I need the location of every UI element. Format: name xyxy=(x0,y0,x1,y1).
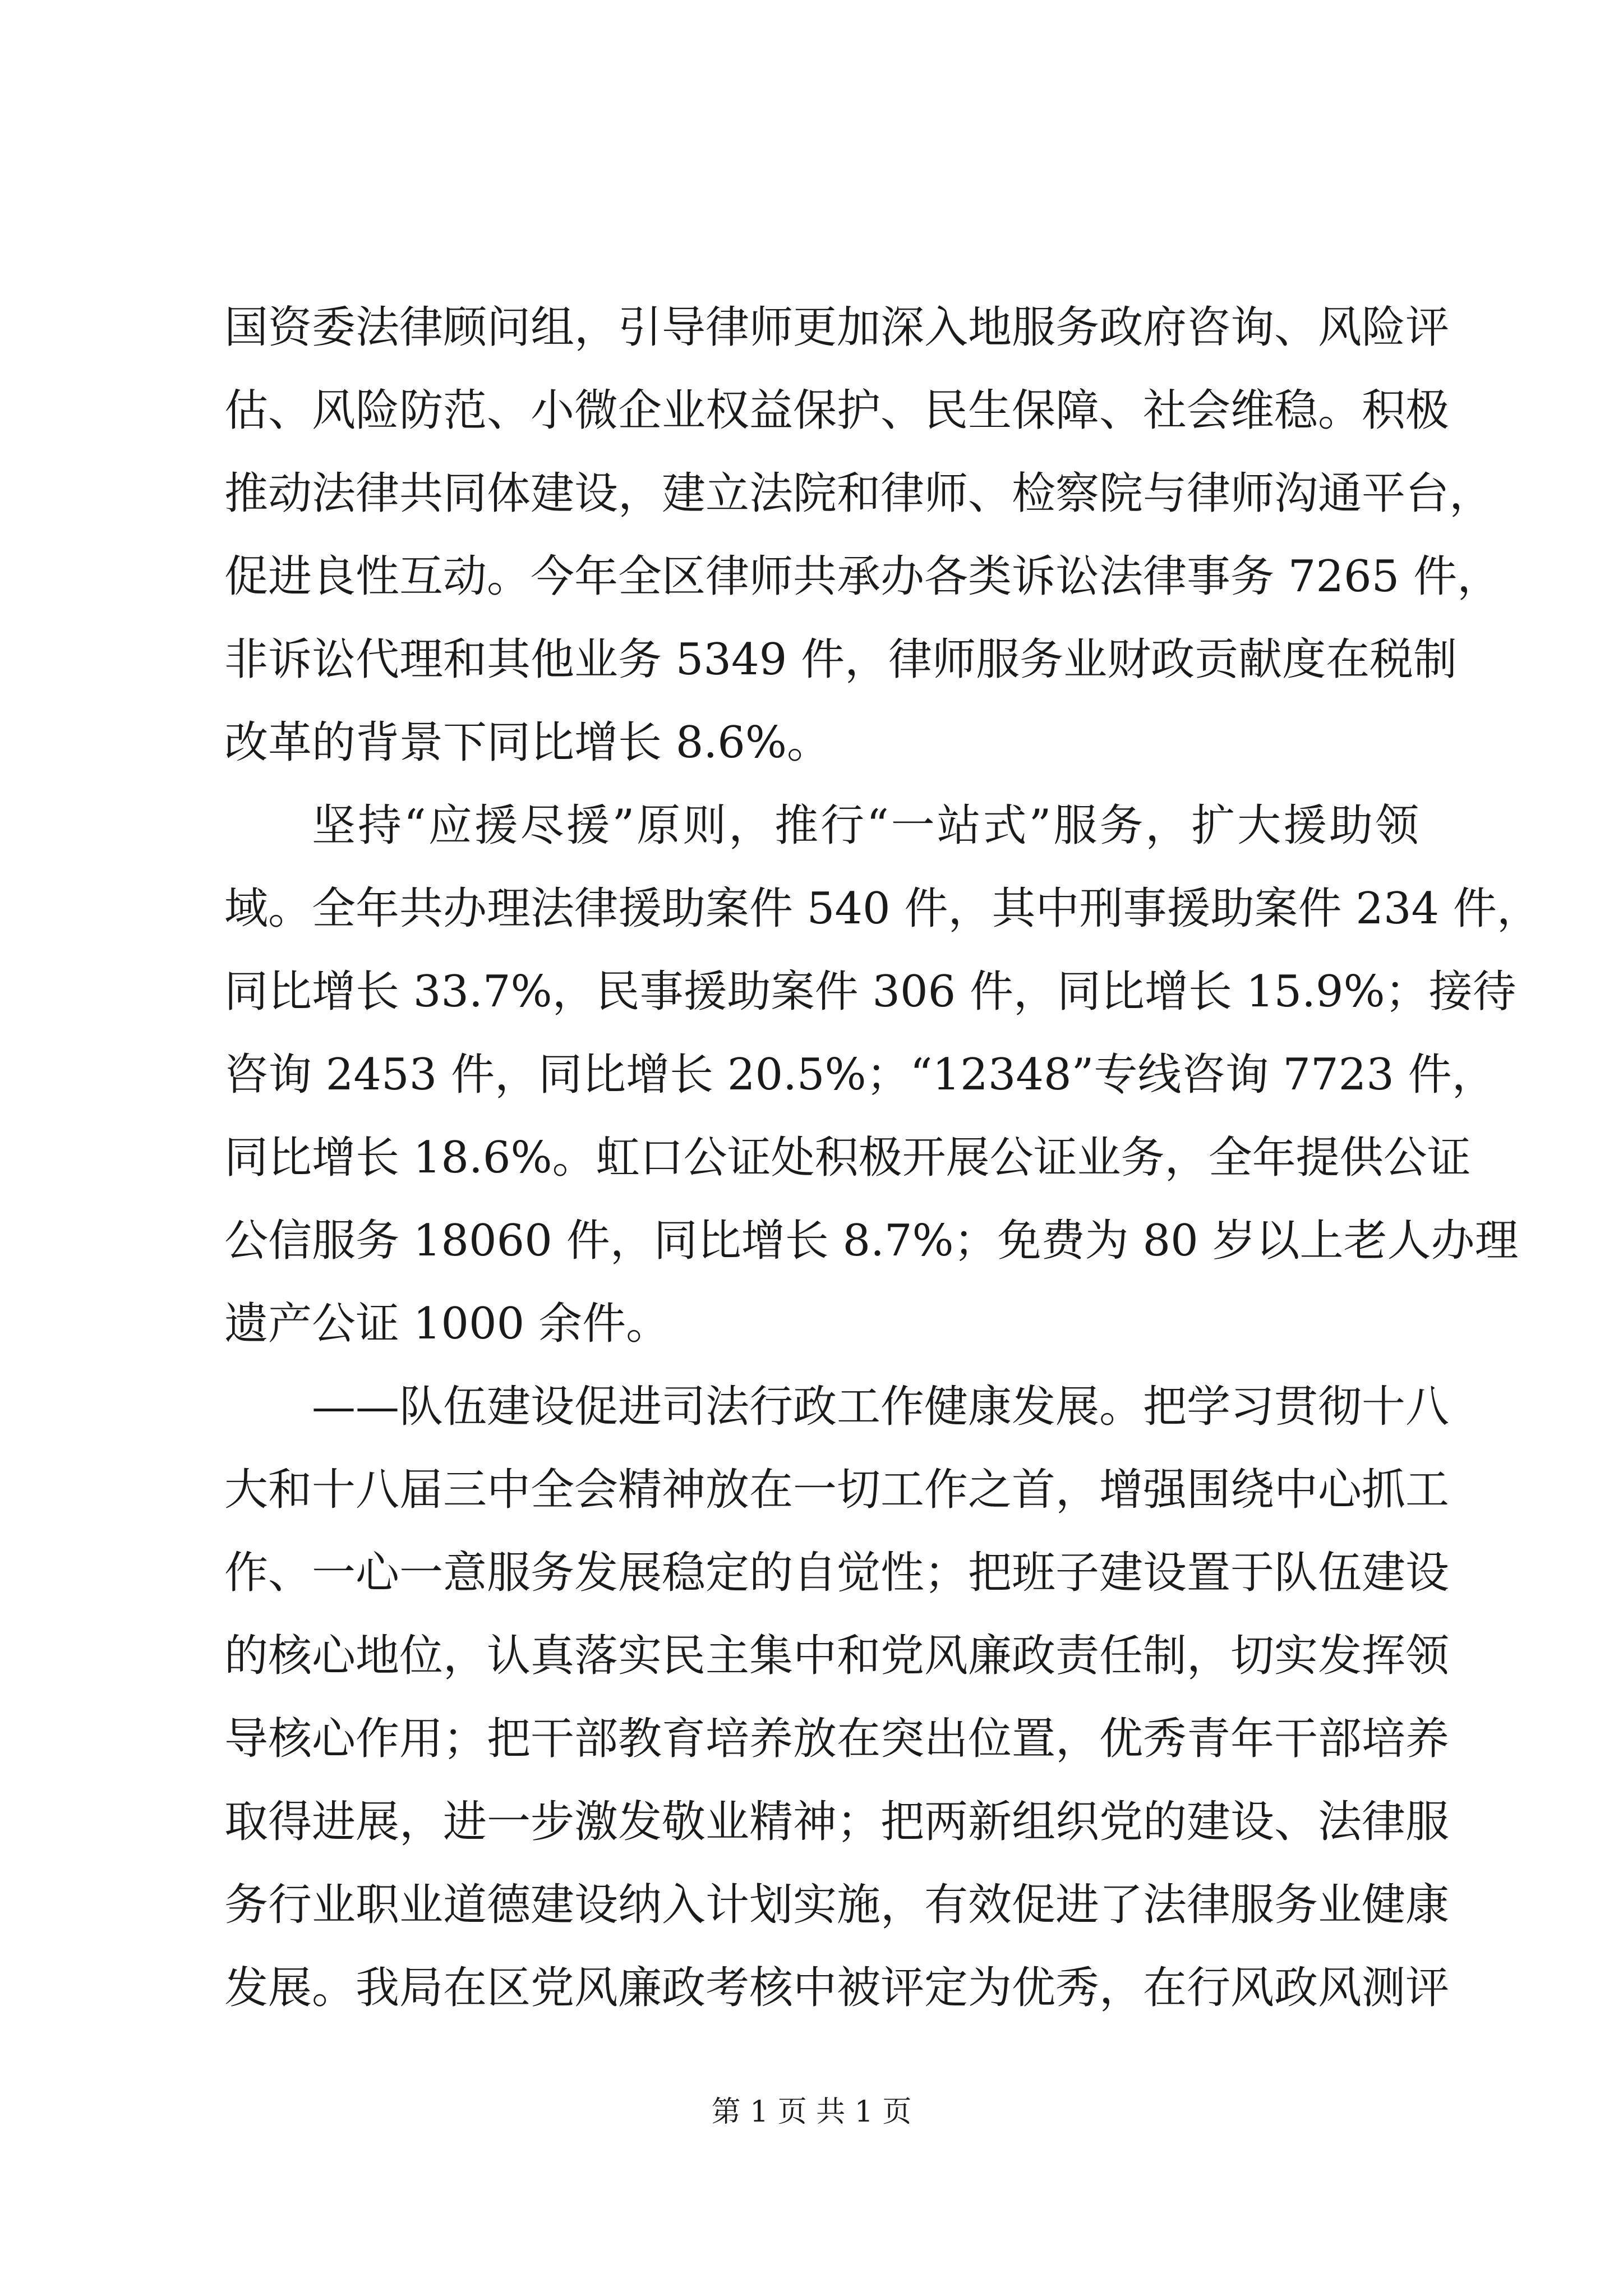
text-line: 国资委法律顾问组，引导律师更加深入地服务政府咨询、风险评 xyxy=(224,302,1450,353)
text-line: 域。全年共办理法律援助案件 540 件，其中刑事援助案件 234 件， xyxy=(224,884,1541,934)
text-line: ——队伍建设促进司法行政工作健康发展。把学习贯彻十八 xyxy=(312,1382,1450,1432)
document-body xyxy=(224,302,1541,2046)
text-line: 务行业职业道德建设纳入计划实施，有效促进了法律服务业健康 xyxy=(224,1880,1450,1930)
paragraph-1 xyxy=(224,302,1501,801)
text-line: 公信服务 18060 件，同比增长 8.7%；免费为 80 岁以上老人办理 xyxy=(224,1216,1519,1266)
text-line: 估、风险防范、小微企业权益保护、民生保障、社会维稳。积极 xyxy=(224,385,1450,436)
text-line: 非诉讼代理和其他业务 5349 件，律师服务业财政贡献度在税制 xyxy=(224,634,1458,685)
text-line: 推动法律共同体建设，建立法院和律师、检察院与律师沟通平台， xyxy=(224,468,1493,519)
text-line: 作、一心一意服务发展稳定的自觉性；把班子建设置于队伍建设 xyxy=(224,1548,1450,1598)
paragraph-2 xyxy=(224,800,1541,1382)
text-line: 促进良性互动。今年全区律师共承办各类诉讼法律事务 7265 件， xyxy=(224,551,1501,602)
paragraph-3 xyxy=(224,1382,1450,2046)
text-line: 发展。我局在区党风廉政考核中被评定为优秀，在行风政风测评 xyxy=(224,1963,1450,2013)
text-line: 大和十八届三中全会精神放在一切工作之首，增强围绕中心抓工 xyxy=(224,1465,1450,1515)
text-line: 同比增长 33.7%，民事援助案件 306 件，同比增长 15.9%；接待 xyxy=(224,967,1516,1017)
text-line: 改革的背景下同比增长 8.6%。 xyxy=(224,717,831,768)
text-line: 的核心地位，认真落实民主集中和党风廉政责任制，切实发挥领 xyxy=(224,1631,1450,1681)
text-line: 导核心作用；把干部教育培养放在突出位置，优秀青年干部培养 xyxy=(224,1714,1450,1764)
page-footer: 第 1 页 共 1 页 xyxy=(711,2095,912,2129)
text-line: 同比增长 18.6%。虹口公证处积极开展公证业务，全年提供公证 xyxy=(224,1133,1471,1183)
text-line: 咨询 2453 件，同比增长 20.5%；“12348”专线咨询 7723 件， xyxy=(224,1050,1496,1100)
text-line: 坚持“应援尽援”原则，推行“一站式”服务，扩大援助领 xyxy=(312,800,1419,851)
text-line: 遗产公证 1000 余件。 xyxy=(224,1299,670,1349)
text-line: 取得进展，进一步激发敬业精神；把两新组织党的建设、法律服 xyxy=(224,1797,1450,1847)
